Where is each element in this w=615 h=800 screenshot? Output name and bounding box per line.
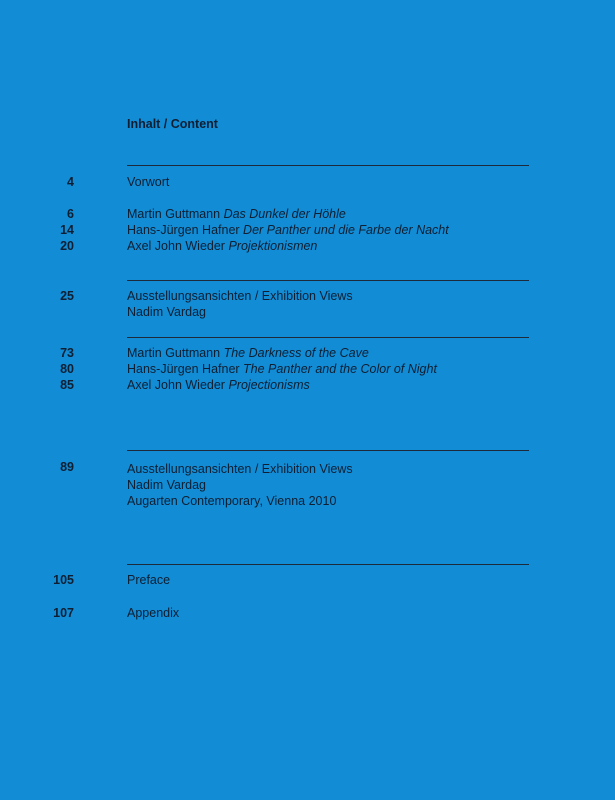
page-number: 107 — [53, 606, 74, 620]
toc-title: Inhalt / Content — [127, 117, 218, 131]
page-number: 89 — [60, 460, 74, 474]
entry-work: The Panther and the Color of Night — [243, 362, 437, 376]
page-number: 6 — [67, 207, 74, 221]
entry-line — [127, 361, 547, 377]
entry-title: Preface — [127, 573, 171, 587]
entry-work: Projektionismen — [228, 239, 318, 253]
entry-work: Projectionisms — [228, 378, 310, 392]
divider — [127, 337, 529, 338]
entry-line: Augarten Contemporary, Vienna 2010 — [127, 494, 337, 508]
page-number: 80 — [60, 362, 74, 376]
divider — [127, 450, 529, 451]
entry-line — [127, 222, 547, 238]
entry-line — [127, 377, 547, 393]
entry-author: Martin Guttmann — [127, 207, 221, 221]
entry-author: Axel John Wieder — [127, 378, 225, 392]
page-number: 4 — [67, 175, 74, 189]
entry-line: Ausstellungsansichten / Exhibition Views — [127, 462, 353, 476]
page-number: 85 — [60, 378, 74, 392]
entry-work: Der Panther und die Farbe der Nacht — [243, 223, 449, 237]
page-number: 73 — [60, 346, 74, 360]
entry-title: Vorwort — [127, 175, 170, 189]
divider — [127, 280, 529, 281]
entry-author: Hans-Jürgen Hafner — [127, 362, 240, 376]
page-number: 25 — [60, 289, 74, 303]
entry-line — [127, 238, 547, 254]
entry-line: Ausstellungsansichten / Exhibition Views — [127, 289, 353, 303]
entry-line — [127, 206, 547, 222]
entry-title: Appendix — [127, 606, 180, 620]
divider — [127, 564, 529, 565]
page-number: 14 — [60, 223, 74, 237]
page-number: 105 — [53, 573, 74, 587]
entry-author: Axel John Wieder — [127, 239, 225, 253]
divider — [127, 165, 529, 166]
entry-author: Hans-Jürgen Hafner — [127, 223, 240, 237]
entry-line: Nadim Vardag — [127, 305, 206, 319]
entry-work: Das Dunkel der Höhle — [223, 207, 346, 221]
entry-line — [127, 345, 547, 361]
page-number: 20 — [60, 239, 74, 253]
entry-line: Nadim Vardag — [127, 478, 206, 492]
entry-work: The Darkness of the Cave — [223, 346, 369, 360]
entry-author: Martin Guttmann — [127, 346, 221, 360]
